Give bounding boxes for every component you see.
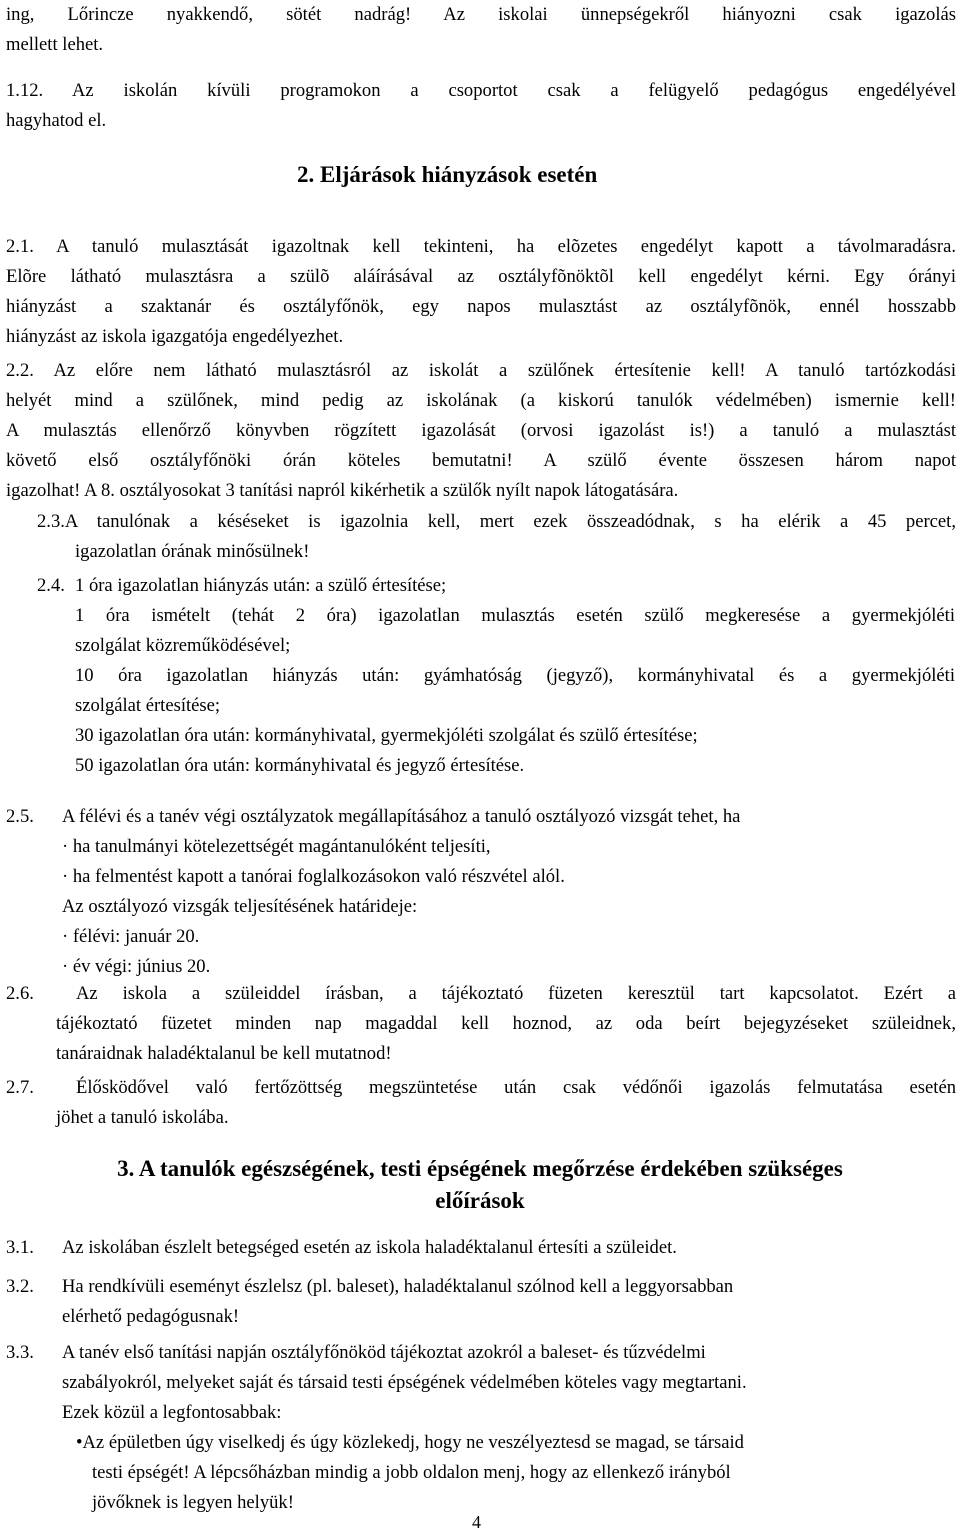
text-line: elérhető pedagógusnak! [62,1306,240,1327]
paragraph-number: 2.6. [6,983,34,1004]
text-line: ing, Lőrincze nyakkendő, sötét nadrág! Az iskolai ünnepségekről hiányozni csak igazolás [6,4,956,25]
text-line: 2.3.A tanulónak a késéseket is igazolnia kell, mert ezek összeadódnak, s ha elérik a 45 percet, [37,511,956,532]
section-3-heading [0,1153,960,1217]
text-line: szabályokról, melyeket saját és társaid testi épségének védelmében köteles vagy megtartani. [62,1372,747,1393]
text-line: Az osztályozó vizsgák teljesítésének határideje: [62,896,418,917]
text-line: 2.2. Az előre nem látható mulasztásról az iskolát a szülőnek értesítenie kell! A tanuló tartózkodási [6,360,956,381]
paragraph-2-5 [62,802,955,982]
text-line: Élősködővel való fertőzöttség megszüntetése után csak védőnői igazolás felmutatása esetén [76,1077,956,1098]
text-line: 30 igazolatlan óra után: kormányhivatal, gyermekjóléti szolgálat és szülő értesítése; [75,725,698,746]
text-line: szolgálat közreműködésével; [75,635,291,656]
paragraph-number: 3.1. [6,1237,34,1258]
text-line: Ha rendkívüli eseményt észlelsz (pl. baleset), haladéktalanul szólnod kell a leggyorsabban [62,1276,734,1297]
paragraph-1-12 [6,76,956,136]
text-line: mellett lehet. [6,34,104,55]
paragraph-2-4 [75,571,955,781]
text-line: · ha tanulmányi kötelezettségét magántanulóként teljesíti, [62,836,491,857]
paragraph-number: 3.2. [6,1276,34,1297]
paragraph-3-3 [62,1338,955,1518]
paragraph-3-1 [62,1233,955,1263]
page-number: 4 [472,1512,481,1532]
text-line: · ha felmentést kapott a tanórai foglalkozásokon való részvétel alól. [62,866,565,887]
text-line: tanáraidnak haladéktalanul be kell mutatnod! [56,1043,392,1064]
intro-paragraph [6,0,956,60]
bullet-item: •Az épületben úgy viselkedj és úgy közlekedj, hogy ne veszélyeztesd se magad, se társaid [76,1432,744,1453]
text-line: testi épségét! A lépcsőházban mindig a jobb oldalon menj, hogy az ellenkező irányból [92,1462,731,1483]
section-2-heading: 2. Eljárások hiányzások esetén [297,162,598,187]
text-line: Az iskolában észlelt betegséged esetén az iskola haladéktalanul értesíti a szüleidet. [62,1237,677,1258]
text-line: 10 óra igazolatlan hiányzás után: gyámhatóság (jegyző), kormányhivatal és a gyermekjóléti [75,665,955,686]
text-line: A tanév első tanítási napján osztályfőnököd tájékoztat azokról a baleset- és tűzvédelmi [62,1342,706,1363]
text-line: 1.12. Az iskolán kívüli programokon a csoportot csak a felügyelő pedagógus engedélyével [6,80,956,101]
text-line: hiányzást a szaktanár és osztályfőnök, egy napos mulasztást az osztályfõnök, ennél hosszabb [6,296,956,317]
paragraph-2-3 [37,507,956,567]
paragraph-2-7 [56,1073,956,1133]
text-line: jövőknek is legyen helyük! [92,1492,294,1513]
text-line: hagyhatod el. [6,110,107,131]
text-line: szolgálat értesítése; [75,695,221,716]
text-line: A félévi és a tanév végi osztályzatok megállapításához a tanuló osztályozó vizsgát tehet, ha [62,806,741,827]
heading-line: előírások [435,1188,525,1213]
text-line: tájékoztató füzetet minden nap magaddal kell hoznod, az oda beírt bejegyzéseket szüleidnek, [56,1013,956,1034]
text-line: A mulasztás ellenőrző könyvben rögzített igazolását (orvosi igazolást is!) a tanuló a mulasztást [6,420,956,441]
text-line: · év végi: június 20. [62,956,211,977]
text-line: Elõre látható mulasztásra a szülõ aláírásával az osztályfõnöktõl kell engedélyt kérni. Egy órányi [6,266,956,287]
text-line: 1 óra ismételt (tehát 2 óra) igazolatlan mulasztás esetén szülő megkeresése a gyermekjóléti [75,605,955,626]
text-line: hiányzást az iskola igazgatója engedélyezhet. [6,326,344,347]
text-line: Az iskola a szüleiddel írásban, a tájékoztató füzeten keresztül tart kapcsolatot. Ezért a [76,983,956,1004]
text-line: 2.1. A tanuló mulasztását igazoltnak kell tekinteni, ha elõzetes engedélyt kapott a távolmaradásra. [6,236,956,257]
text-line: · félévi: január 20. [62,926,200,947]
paragraph-2-1 [6,232,956,352]
paragraph-number: 3.3. [6,1342,34,1363]
text-line: 50 igazolatlan óra után: kormányhivatal és jegyző értesítése. [75,755,525,776]
paragraph-number: 2.5. [6,806,34,827]
paragraph-number: 2.7. [6,1077,34,1098]
text-line: követő első osztályfőnöki órán köteles bemutatni! A szülő évente összesen három napot [6,450,956,471]
paragraph-2-6 [56,979,956,1069]
paragraph-3-2 [62,1272,955,1332]
paragraph-number: 2.4. [37,575,65,596]
text-line: Ezek közül a legfontosabbak: [62,1402,282,1423]
text-line: igazolatlan órának minősülnek! [75,541,310,562]
paragraph-2-2 [6,356,956,506]
text-line: igazolhat! A 8. osztályosokat 3 tanítási napról kikérhetik a szülők nyílt napok látogatására. [6,480,679,501]
heading-line: 3. A tanulók egészségének, testi épségének megőrzése érdekében szükséges [117,1156,843,1181]
text-line: helyét mind a szülőnek, mind pedig az iskolának (a kiskorú tanulók védelmében) ismernie kell! [6,390,956,411]
text-line: jöhet a tanuló iskolába. [56,1107,229,1128]
text-line: 1 óra igazolatlan hiányzás után: a szülő értesítése; [75,575,447,596]
